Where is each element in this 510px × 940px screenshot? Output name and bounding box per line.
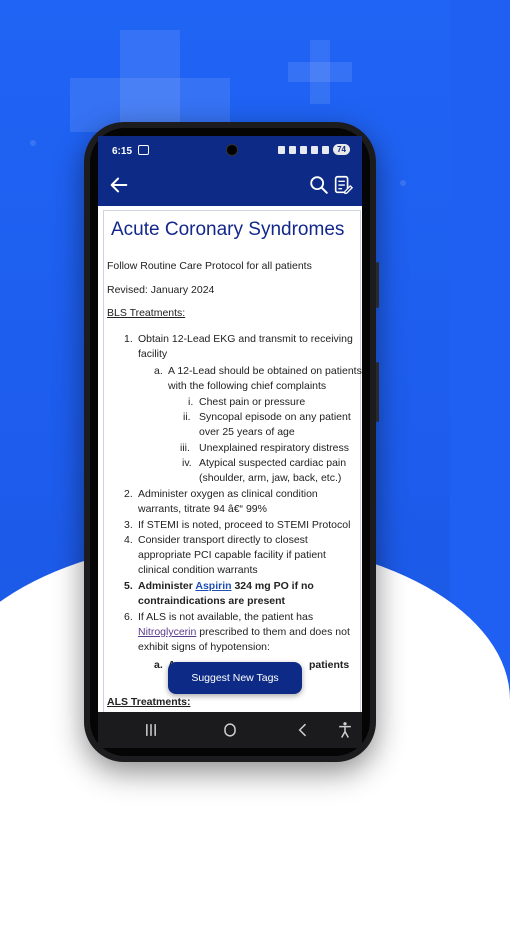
notes-icon[interactable]: [332, 174, 354, 196]
bg-cross-decoration: [288, 62, 352, 82]
list-item: A 12-Lead should be obtained on patients: [168, 365, 362, 377]
front-camera: [226, 144, 238, 156]
list-item: If ALS is not available, the patient has: [138, 611, 314, 623]
list-item: warrants, titrate 94 â€“ 99%: [138, 503, 267, 515]
aspirin-link[interactable]: Aspirin: [195, 580, 232, 592]
bg-dot: [400, 180, 406, 186]
list-item: Obtain 12-Lead EKG and transmit to receiving: [138, 333, 353, 345]
search-icon[interactable]: [308, 174, 330, 196]
list-item: Unexplained respiratory distress: [199, 442, 349, 454]
als-heading: ALS Treatments:: [107, 696, 191, 708]
accessibility-icon[interactable]: [334, 720, 356, 740]
home-icon[interactable]: [219, 720, 241, 740]
list-item: Chest pain or pressure: [199, 396, 306, 408]
location-icon: [300, 146, 307, 154]
list-item: Atypical suspected cardiac pain: [199, 457, 347, 469]
suggest-tags-button[interactable]: Suggest New Tags: [168, 662, 302, 694]
list-number: a.: [154, 659, 163, 671]
nitroglycerin-link[interactable]: Nitroglycerin: [138, 626, 197, 638]
system-nav-bar: [98, 712, 362, 748]
list-item: appropriate PCI capable facility if patient: [138, 549, 326, 561]
volume-button: [376, 362, 379, 422]
list-item: If STEMI is noted, proceed to STEMI Protocol: [138, 519, 351, 531]
mute-icon: [289, 146, 296, 154]
list-number: 1.: [124, 333, 133, 345]
list-number: i.: [188, 396, 194, 408]
list-number: 5.: [124, 580, 133, 592]
routine-text: Follow Routine Care Protocol for all patients: [107, 260, 312, 272]
aspirin-prefix: Administer: [138, 580, 196, 592]
list-number: 3.: [124, 519, 133, 531]
document-viewer[interactable]: [98, 206, 362, 712]
list-item: Consider transport directly to closest: [138, 534, 308, 546]
signal-icon: [322, 146, 329, 154]
back-nav-icon[interactable]: [292, 720, 314, 740]
list-item: Syncopal episode on any patient: [199, 411, 351, 423]
list-item: facility: [138, 348, 168, 360]
list-item-nitro: [138, 625, 350, 640]
list-item: patients: [309, 659, 350, 671]
list-number: iii.: [180, 442, 190, 454]
recents-icon[interactable]: [140, 720, 162, 740]
status-time: 6:15: [112, 146, 133, 157]
bg-dot: [30, 140, 36, 146]
aspirin-suffix: 324 mg PO if no: [231, 580, 314, 592]
phone-frame: [84, 122, 376, 762]
screen: [98, 136, 362, 748]
nfc-icon: [278, 146, 285, 154]
list-item: with the following chief complaints: [168, 380, 327, 392]
status-icons: [278, 144, 350, 155]
list-item-aspirin: [138, 579, 314, 594]
list-item: clinical condition warrants: [138, 564, 258, 576]
list-number: a.: [154, 365, 163, 377]
list-number: iv.: [182, 457, 192, 469]
list-item: Administer oxygen as clinical condition: [138, 488, 318, 500]
list-number: ii.: [183, 411, 191, 423]
list-number: 2.: [124, 488, 133, 500]
screen-record-icon: [138, 145, 149, 155]
power-button: [376, 262, 379, 308]
bls-heading: BLS Treatments:: [107, 307, 186, 319]
battery-icon: 74: [333, 144, 350, 155]
status-bar: [98, 136, 362, 164]
list-number: 4.: [124, 534, 133, 546]
page-title: Acute Coronary Syndromes: [111, 219, 345, 240]
back-arrow-icon[interactable]: [108, 174, 130, 196]
nitro-suffix: prescribed to them and does not: [196, 626, 350, 638]
app-bar: [98, 164, 362, 206]
list-item: exhibit signs of hypotension:: [138, 641, 270, 653]
document-page: [103, 210, 361, 732]
revised-text: Revised: January 2024: [107, 284, 215, 296]
list-item: contraindications are present: [138, 595, 286, 607]
list-item: (shoulder, arm, jaw, back, etc.): [199, 472, 342, 484]
wifi-icon: [311, 146, 318, 154]
list-number: 6.: [124, 611, 133, 623]
list-item: over 25 years of age: [199, 426, 295, 438]
